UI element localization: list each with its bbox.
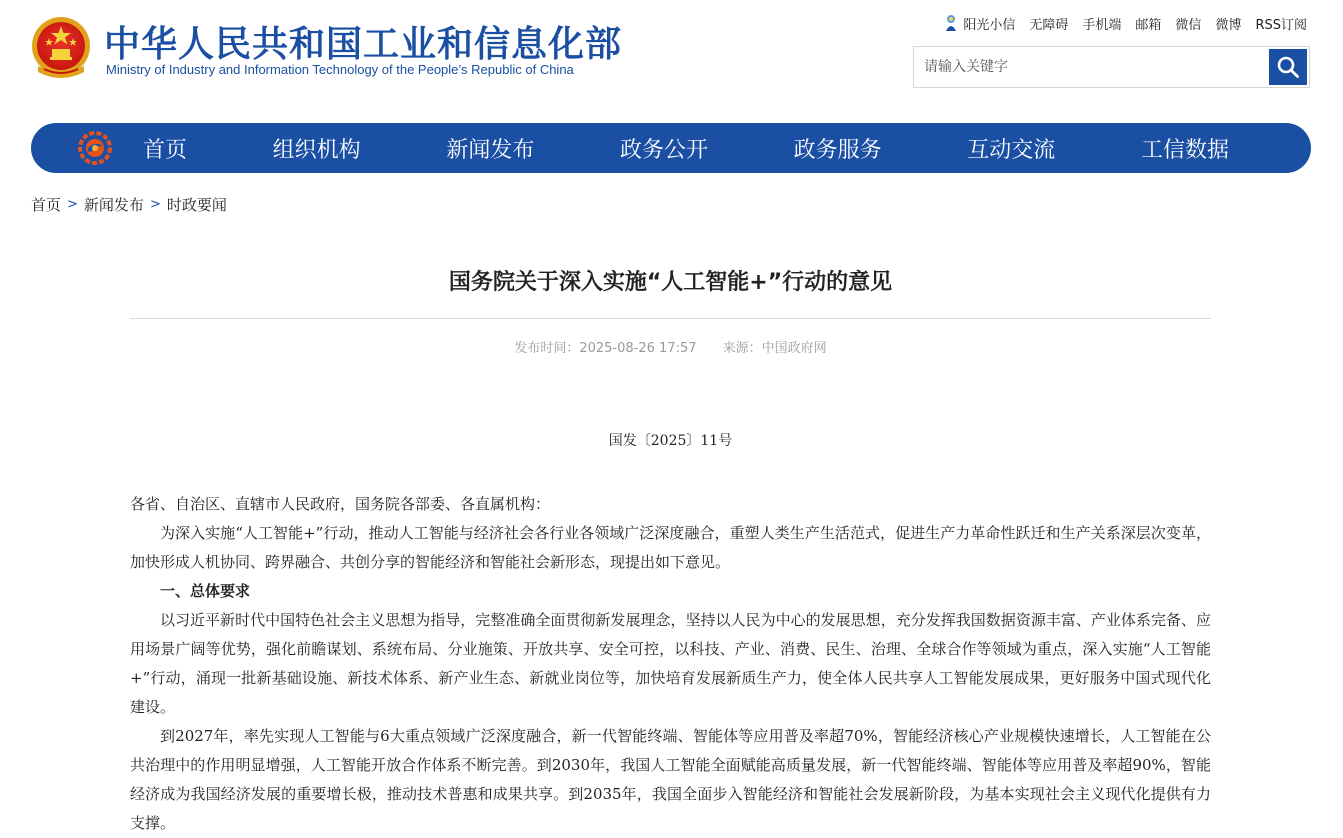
toplink-sunshine[interactable] — [943, 14, 1015, 33]
search-icon — [1276, 55, 1300, 79]
toplink-weibo[interactable]: 微博 — [1215, 17, 1242, 33]
breadcrumb-news[interactable]: 新闻发布 — [83, 196, 144, 214]
section-heading: 一、总体要求 — [160, 582, 251, 600]
ministry-name-en[interactable]: Ministry of Industry and Information Technology of the People’s Republic of China — [106, 62, 574, 77]
breadcrumb — [31, 194, 227, 215]
article-paragraph: 为深入实施“人工智能+”行动，推动人工智能与经济社会各行业各领域广泛深度融合，重塑人类生产生活范式，促进生产力革命性跃迁和生产关系深层次变革，加快形成人机协同、跨界融合、共创分享的智能经济和智能社会新形态，现提出如下意见。 — [130, 524, 1211, 571]
article-meta — [130, 337, 1211, 356]
miit-logo-icon[interactable] — [77, 131, 113, 165]
national-emblem-icon[interactable] — [30, 16, 92, 82]
article-body — [130, 490, 1211, 838]
nav-item-government-affairs[interactable]: 政务公开 — [619, 137, 708, 163]
breadcrumb-separator: > — [67, 197, 78, 212]
search-input[interactable] — [914, 47, 1267, 87]
nav-item-interaction[interactable]: 互动交流 — [967, 137, 1056, 163]
toplink-mail[interactable]: 邮箱 — [1135, 17, 1162, 33]
nav-item-services[interactable]: 政务服务 — [793, 137, 882, 163]
document-number: 国发〔2025〕11号 — [608, 433, 733, 449]
search-button[interactable] — [1269, 49, 1307, 85]
publish-time: 发布时间：2025-08-26 17:57 — [514, 341, 697, 356]
site-header — [0, 0, 1343, 118]
addressee: 各省、自治区、直辖市人民政府，国务院各部委、各直属机构： — [130, 495, 551, 513]
nav-item-organization[interactable]: 组织机构 — [272, 137, 361, 163]
nav-item-data[interactable]: 工信数据 — [1140, 137, 1229, 163]
ministry-name-cn[interactable]: 中华人民共和国工业和信息化部 — [104, 24, 623, 65]
toplink-rss[interactable]: RSS订阅 — [1255, 17, 1307, 33]
main-nav — [31, 123, 1311, 173]
nav-item-news[interactable]: 新闻发布 — [446, 137, 535, 163]
toplink-wechat[interactable]: 微信 — [1175, 17, 1202, 33]
toplink-label: 阳光小信 — [963, 17, 1016, 33]
title-divider — [130, 318, 1211, 319]
article-paragraph: 以习近平新时代中国特色社会主义思想为指导，完整准确全面贯彻新发展理念，坚持以人民为中心的发展思想，充分发挥我国数据资源丰富、产业体系完备、应用场景广阔等优势，强化前瞻谋划、系统布局、分业施策、开放共享、安全可控，以科技、产业、消费、民生、治理、全球合作等领域为重点，深入实施“人工智能+”行动，涌现一批新基础设施、新技术体系、新产业生态、新就业岗位等，加快培育发展新质生产力，使全体人民共享人工智能发展成果，更好服务中国式现代化建设。 — [130, 611, 1211, 716]
article-paragraph: 到2027年，率先实现人工智能与6大重点领域广泛深度融合，新一代智能终端、智能体等应用普及率超70%，智能经济核心产业规模快速增长，人工智能在公共治理中的作用明显增强，人工智能开放合作体系不断完善。到2030年，我国人工智能全面赋能高质量发展，新一代智能终端、智能体等应用普及率超90%，智能经济成为我国经济发展的重要增长极，推动技术普惠和成果共享。到2035年，我国全面步入智能经济和智能社会发展新阶段，为基本实现社会主义现代化提供有力支撑。 — [130, 727, 1211, 832]
toplink-mobile[interactable]: 手机端 — [1082, 17, 1122, 33]
nav-items — [131, 123, 1241, 173]
sunshine-mascot-icon — [943, 14, 959, 32]
breadcrumb-separator: > — [149, 197, 161, 212]
article — [130, 262, 1211, 838]
toplink-accessibility[interactable]: 无障碍 — [1029, 17, 1069, 33]
article-title: 国务院关于深入实施“人工智能+”行动的意见 — [448, 270, 893, 295]
breadcrumb-home[interactable]: 首页 — [31, 196, 62, 214]
top-links — [943, 12, 1307, 34]
nav-item-home[interactable]: 首页 — [143, 137, 188, 163]
breadcrumb-current[interactable]: 时政要闻 — [166, 196, 227, 214]
article-source: 来源：中国政府网 — [722, 341, 827, 356]
search-box — [913, 46, 1310, 88]
